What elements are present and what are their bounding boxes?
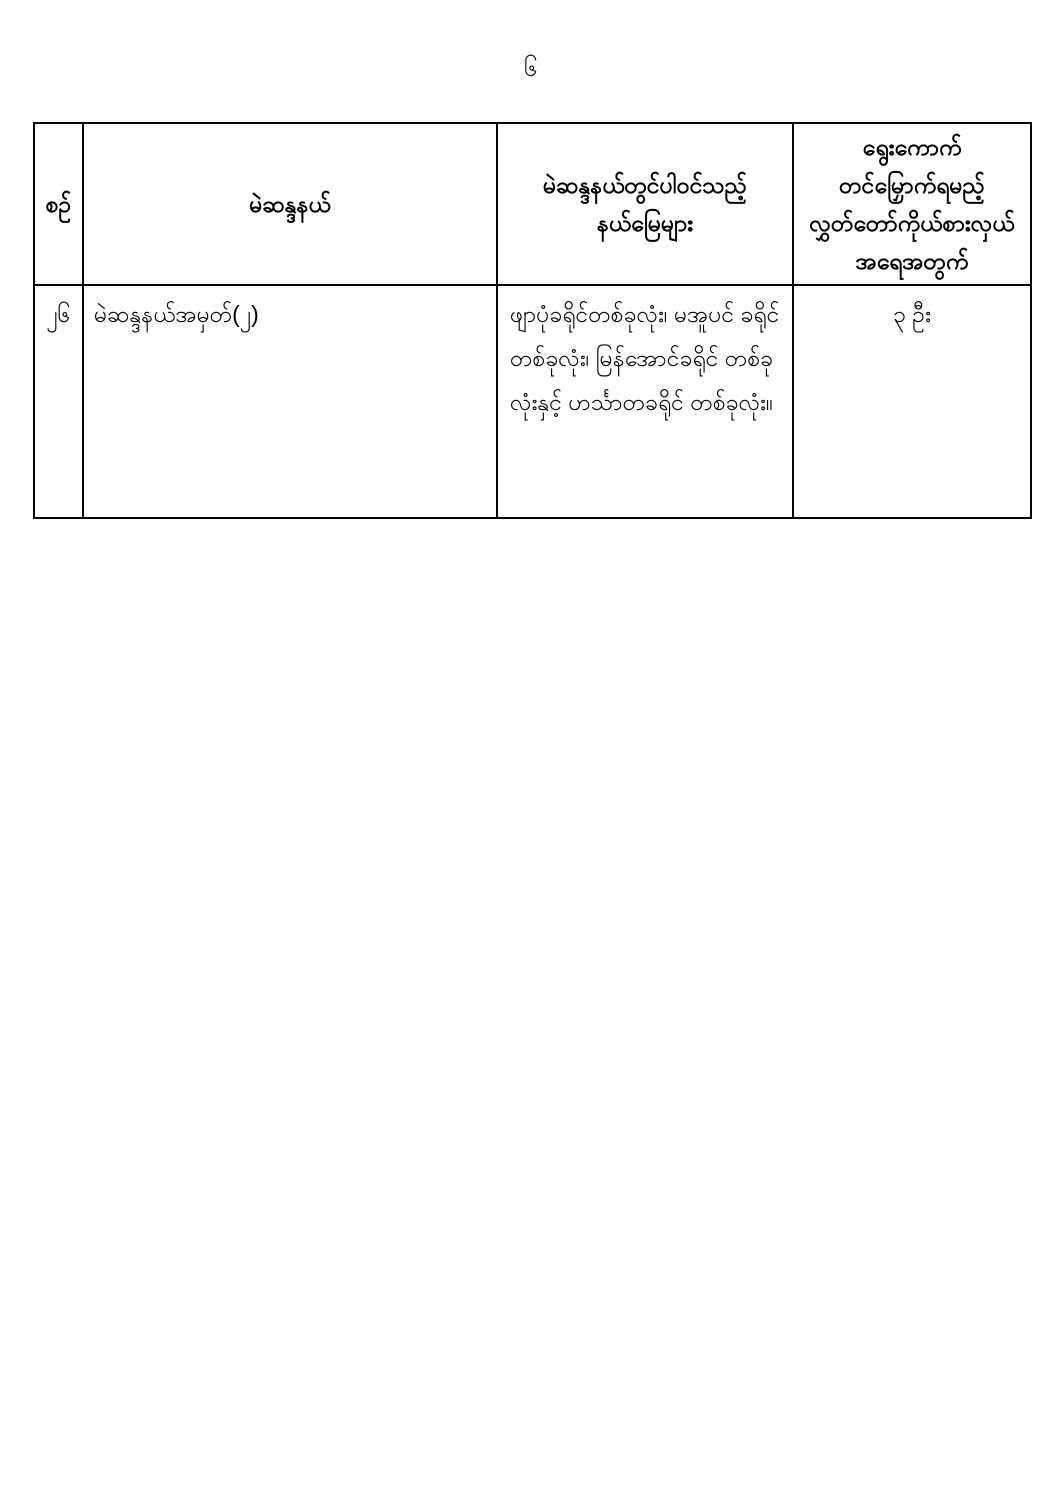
table-row xyxy=(34,285,1031,518)
header-constituency-label: မဲဆန္ဒနယ် xyxy=(249,191,331,217)
page-number: ၆ xyxy=(523,55,538,82)
row-serial-number: ၂၆ xyxy=(34,285,83,518)
row-constituency-name: မဲဆန္ဒနယ်အမှတ်(၂) xyxy=(83,285,497,518)
header-areas-line-1: မဲဆန္ဒနယ်တွင်ပါဝင်သည့် xyxy=(543,172,747,198)
row-representative-count: ၃ ဦး xyxy=(793,285,1031,518)
header-representatives-line-4: အရေအတွက် xyxy=(855,248,969,274)
header-cell-serial xyxy=(34,123,83,285)
header-representatives-line-3: လွှတ်တော်ကိုယ်စားလှယ် xyxy=(809,210,1015,236)
header-cell-representatives xyxy=(793,123,1031,285)
header-cell-constituency xyxy=(83,123,497,285)
header-areas-line-2: နယ်မြေများ xyxy=(596,210,694,236)
constituency-table xyxy=(33,122,1032,519)
header-serial-label: စဉ် xyxy=(45,191,72,217)
header-cell-areas xyxy=(497,123,793,285)
table-header-row xyxy=(34,123,1031,285)
header-representatives-line-1: ရွေးကောက် xyxy=(862,134,962,160)
row-included-areas: ဖျာပုံခရိုင်တစ်ခုလုံး၊ မအူပင် ခရိုင်တစ်ခုလုံး၊ မြန်အောင်ခရိုင် တစ်ခုလုံးနှင့် ဟင်္သာတခရိုင် တစ်ခုလုံး။ xyxy=(497,285,793,518)
header-representatives-line-2: တင်မြှောက်ရမည့် xyxy=(839,172,985,198)
